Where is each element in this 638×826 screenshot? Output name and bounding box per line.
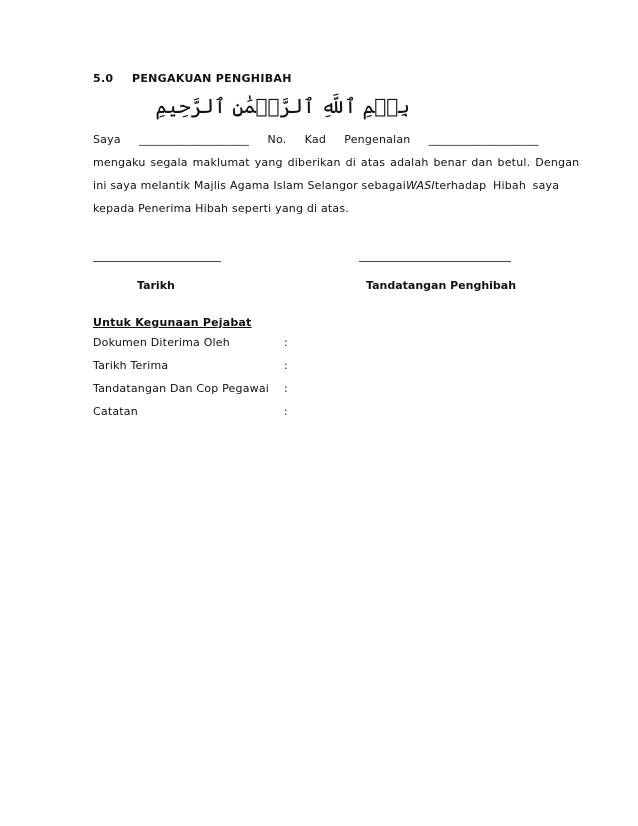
- penghibah-signature-line: [359, 261, 511, 262]
- date-received-colon: :: [284, 359, 288, 372]
- declaration-line-2: [93, 151, 580, 174]
- officer-signature-colon: :: [284, 382, 288, 395]
- section-title: PENGAKUAN PENGHIBAH: [132, 72, 292, 85]
- pengenalan-word: Pengenalan: [344, 133, 411, 146]
- ic-number-blank: ___________________: [428, 133, 539, 146]
- kad-word: Kad: [304, 133, 326, 146]
- declaration-paragraph: [93, 128, 580, 220]
- section-number: 5.0: [93, 72, 114, 85]
- declaration-text-3b: terhadap Hibah saya: [434, 179, 560, 192]
- date-signature-line: [93, 261, 221, 262]
- date-received-label: Tarikh Terima: [93, 359, 169, 372]
- declaration-text-2: mengaku segala maklumat yang diberikan di atas adalah benar dan betul. Dengan: [93, 156, 580, 169]
- basmala-calligraphy: بِسۡمِ ٱللَّهِ ٱلرَّحۡمَٰنِ ٱلرَّحِيمِ: [155, 94, 410, 118]
- declaration-line-1: [93, 128, 539, 151]
- declaration-line-3: [93, 174, 560, 197]
- saya-word: Saya: [93, 133, 121, 146]
- office-use-title: Untuk Kegunaan Pejabat: [93, 316, 252, 329]
- date-label: Tarikh: [137, 279, 175, 292]
- declaration-text-3a: ini saya melantik Majlis Agama Islam Selangor sebagai: [93, 179, 406, 192]
- wasi-term: WASI: [405, 179, 435, 192]
- declaration-line-4: kepada Penerima Hibah seperti yang di atas.: [93, 202, 349, 215]
- no-word: No.: [267, 133, 287, 146]
- received-by-label: Dokumen Diterima Oleh: [93, 336, 230, 349]
- name-blank: ___________________: [139, 133, 250, 146]
- received-by-colon: :: [284, 336, 288, 349]
- officer-signature-label: Tandatangan Dan Cop Pegawai: [93, 382, 270, 395]
- signature-label: Tandatangan Penghibah: [366, 279, 517, 292]
- notes-label: Catatan: [93, 405, 138, 418]
- notes-colon: :: [284, 405, 288, 418]
